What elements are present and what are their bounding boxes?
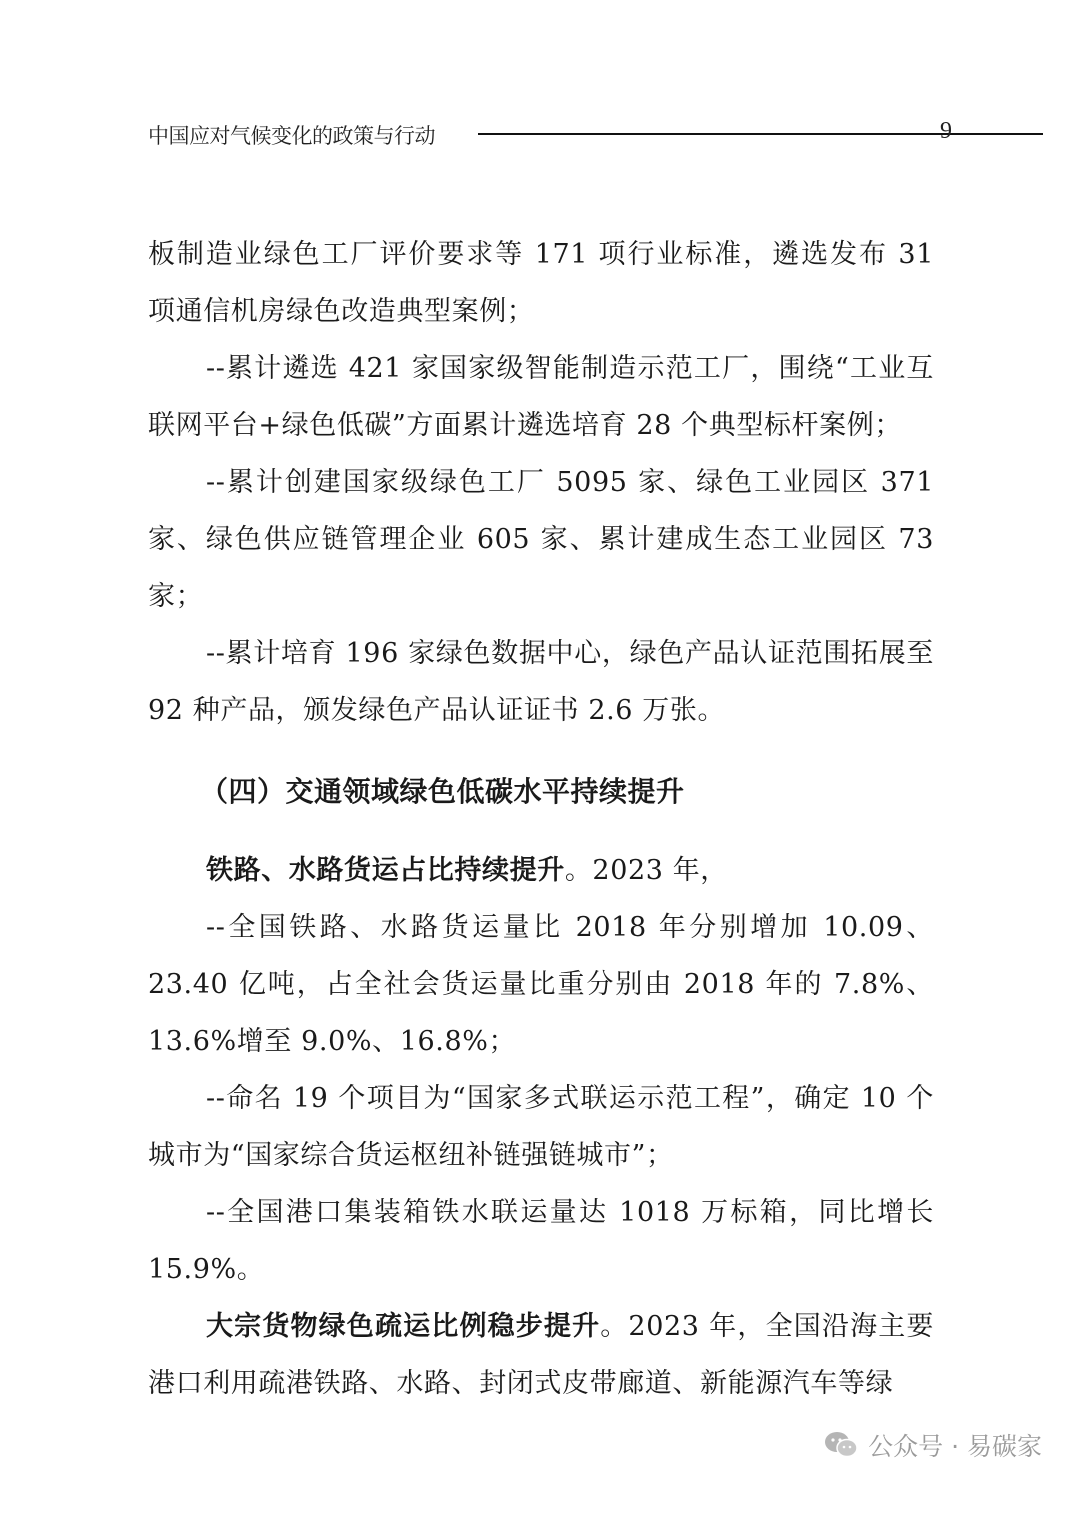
bulk-lead-rest: 。2023 年，全国沿海主要港口利用疏港铁路、水路、封闭式皮带廊道、新能源汽车等绿 xyxy=(148,1311,934,1399)
list-item-data-centers: --累计培育 196 家绿色数据中心，绿色产品认证范围拓展至 92 种产品，颁发绿色产品认证证书 2.6 万张。 xyxy=(148,638,934,726)
bulk-lead-bold: 大宗货物绿色疏运比例稳步提升 xyxy=(206,1311,601,1342)
running-title: 中国应对气候变化的政策与行动 xyxy=(148,124,435,148)
list-item-green-factories: --累计创建国家级绿色工厂 5095 家、绿色工业园区 371 家、绿色供应链管理企业 605 家、累计建成生态工业园区 73 家； xyxy=(148,467,934,612)
railway-lead-paragraph xyxy=(148,842,934,899)
page-number: 9 xyxy=(940,118,952,144)
list-item-smart-factories: --累计遴选 421 家国家级智能制造示范工厂，围绕“工业互联网平台+绿色低碳”方面累计遴选培育 28 个典型标杆案例； xyxy=(148,353,934,441)
watermark-text: 公众号 · 易碳家 xyxy=(868,1432,1042,1461)
bulk-cargo-paragraph xyxy=(148,1298,934,1412)
railway-lead-rest: 。2023 年， xyxy=(564,855,728,886)
list-item-container-port: --全国港口集装箱铁水联运量达 1018 万标箱，同比增长 15.9%。 xyxy=(148,1197,934,1285)
wechat-icon xyxy=(824,1430,858,1460)
section-heading: （四）交通领域绿色低碳水平持续提升 xyxy=(200,775,685,808)
page-header xyxy=(148,118,954,152)
paragraph-continued: 板制造业绿色工厂评价要求等 171 项行业标准，遴选发布 31 项通信机房绿色改造典型案例； xyxy=(148,239,934,327)
railway-lead-bold: 铁路、水路货运占比持续提升 xyxy=(206,855,565,886)
document-body xyxy=(148,226,934,1412)
watermark xyxy=(824,1425,1042,1465)
header-rule xyxy=(478,133,1043,135)
list-item-multimodal: --命名 19 个项目为“国家多式联运示范工程”，确定 10 个城市为“国家综合货运枢纽补链强链城市”； xyxy=(148,1083,934,1171)
list-item-freight-volume: --全国铁路、水路货运量比 2018 年分别增加 10.09、23.40 亿吨，占全社会货运量比重分别由 2018 年的 7.8%、13.6%增至 9.0%、16.8%； xyxy=(148,912,934,1057)
